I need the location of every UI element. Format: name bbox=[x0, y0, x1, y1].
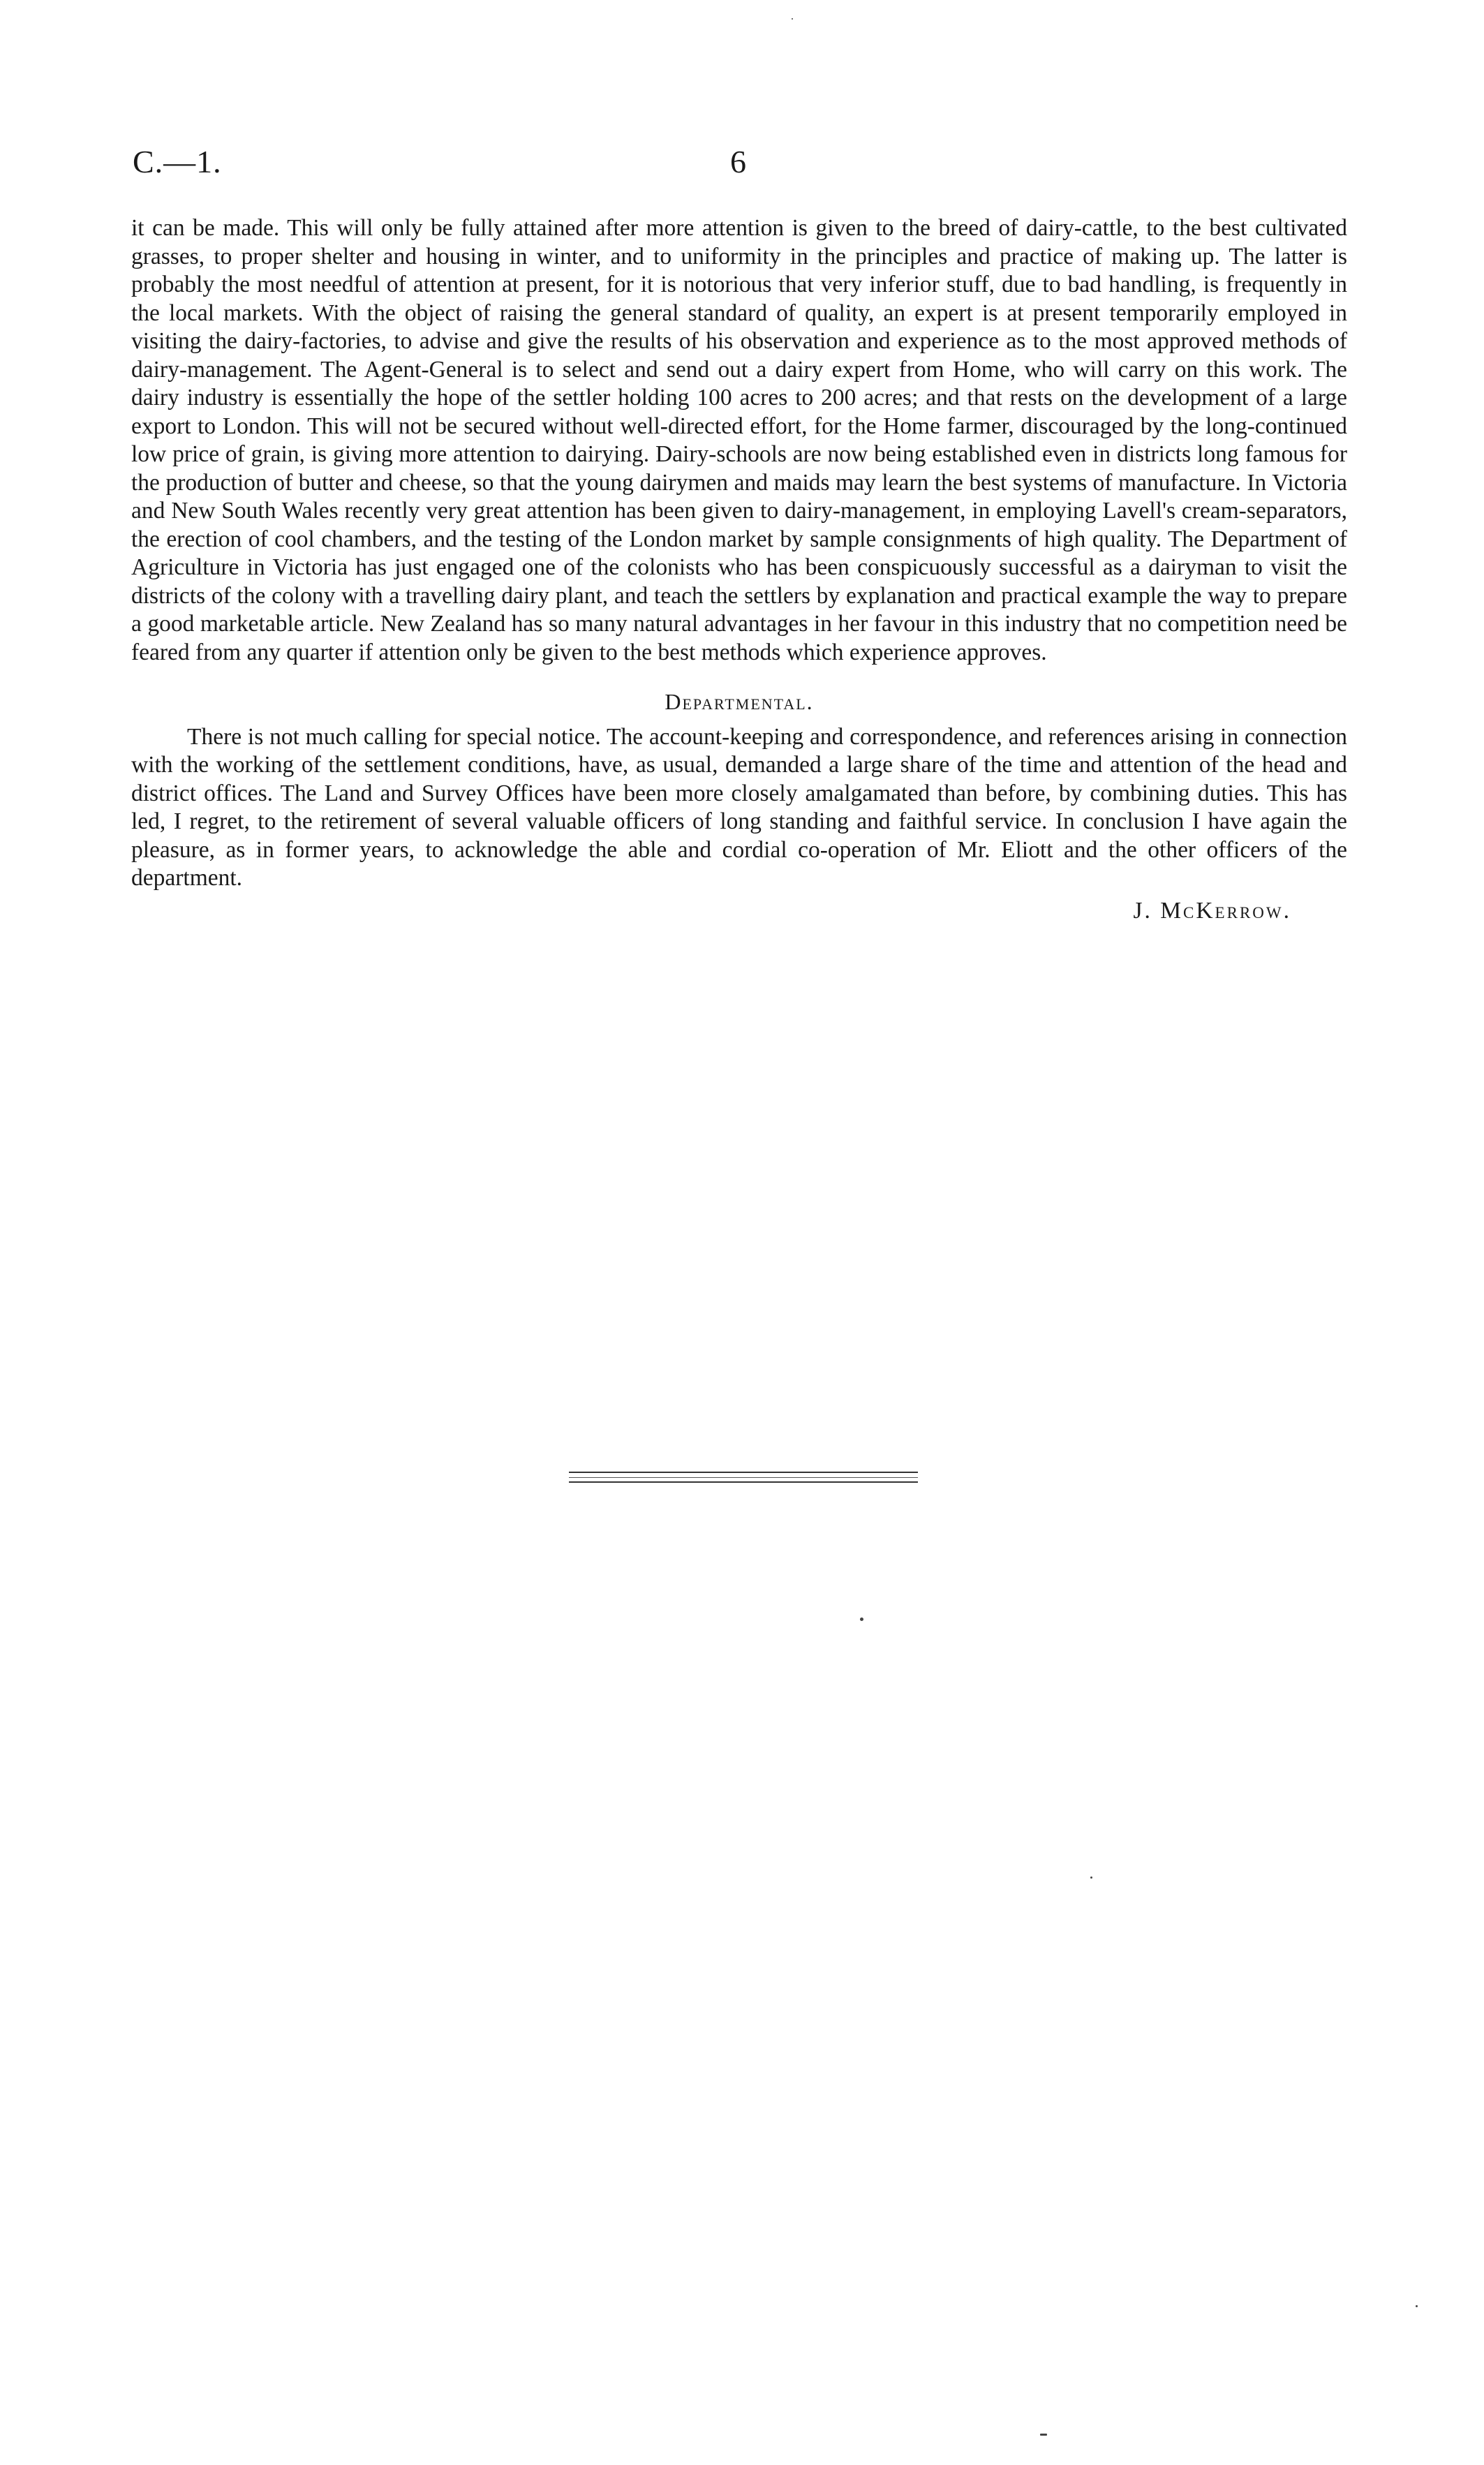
scan-speck bbox=[1040, 2434, 1047, 2436]
end-rule-middle bbox=[569, 1477, 918, 1478]
section-heading-departmental: Departmental. bbox=[665, 689, 814, 714]
scan-speck bbox=[1090, 1876, 1092, 1879]
scan-speck bbox=[860, 1618, 863, 1621]
scan-speck bbox=[1416, 2305, 1418, 2307]
page-number: 6 bbox=[730, 144, 746, 179]
paragraph-dairy: it can be made. This will only be fully attained after more attention is given to the breed of dairy-cattle, to the best cultivated grasses, to proper shelter and housing in winter, and to uniformity in the principles and practice of making up. The latter is probably the most needful of attention at present, for it is notorious that very inferior stuff, due to bad handling, is frequently in the local markets. With the object of raising the general standard of quality, an expert is at present temporarily employed in visiting the dairy-factories, to advise and give the results of his observation and experience as to the most approved methods of dairy-management. The Agent-General is to select and send out a dairy expert from Home, who will carry on this work. The dairy industry is essentially the hope of the settler holding 100 acres to 200 acres; and that rests on the development of a large export to London. This will not be secured without well-directed effort, for the Home farmer, discouraged by the long-continued low price of grain, is giving more attention to dairying. Dairy-schools are now being established even in districts long famous for the production of butter and cheese, so that the young dairymen and maids may learn the best systems of manufacture. In Victoria and New South Wales recently very great attention has been given to dairy-management, in employing Lavell's cream-separators, the erection of cool chambers, and the testing of the London market by sample consignments of high quality. The Department of Agriculture in Victoria has just engaged one of the colonists who has been conspicuously successful as a dairyman to visit the districts of the colony with a travelling dairy plant, and teach the settlers by explanation and practical example the way to prepare a good marketable article. New Zealand has so many natural advantages in her favour in this industry that no competition need be feared from any quarter if attention only be given to the best methods which experience approves. bbox=[131, 215, 1347, 665]
document-reference: C.—1. bbox=[133, 144, 222, 179]
end-rule-top bbox=[569, 1472, 918, 1473]
paragraph-departmental: There is not much calling for special notice. The account-keeping and correspondence, and references arising in connection with the working of the settlement conditions, have, as usual, demanded a large share of the time and attention of the head and district offices. The Land and Survey Offices have been more closely amalgamated than before, by combining duties. This has led, I regret, to the retirement of several valuable officers of long standing and faithful service. In conclusion I have again the pleasure, as in former years, to acknowledge the able and cordial co-operation of Mr. Eliott and the other officers of the department. bbox=[131, 723, 1347, 891]
signature: J. McKerrow. bbox=[1133, 897, 1291, 924]
end-rule-bottom bbox=[569, 1481, 918, 1483]
scan-speck bbox=[792, 18, 793, 20]
page-header bbox=[133, 143, 1347, 185]
body-text bbox=[131, 214, 1347, 925]
